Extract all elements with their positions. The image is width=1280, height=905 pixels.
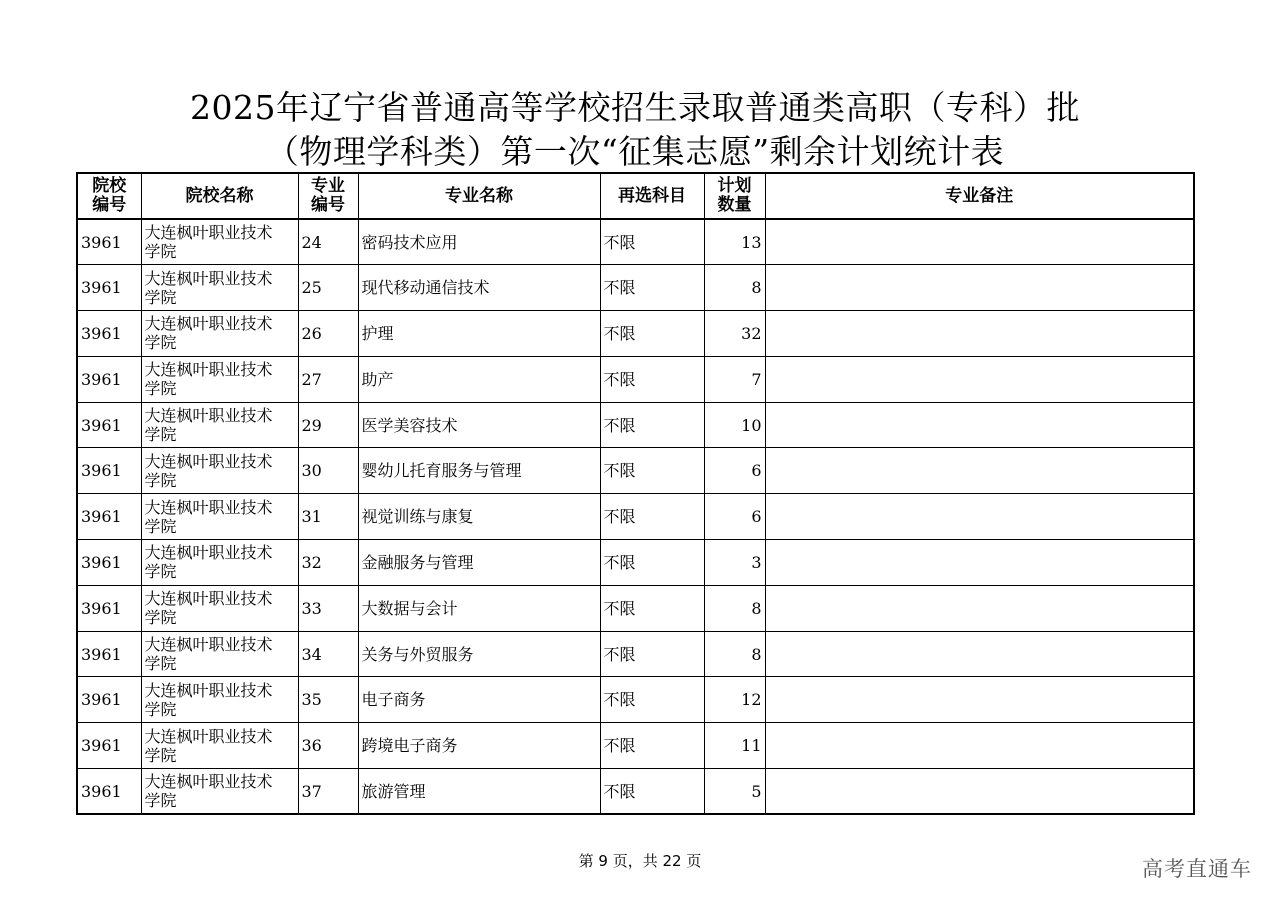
cell-plan: 8 bbox=[704, 585, 765, 631]
cell-school-name: 大连枫叶职业技术 学院 bbox=[141, 219, 298, 265]
cell-major-code: 36 bbox=[298, 723, 358, 769]
header-remark: 专业备注 bbox=[765, 173, 1194, 219]
cell-major-code: 33 bbox=[298, 585, 358, 631]
cell-plan: 10 bbox=[704, 402, 765, 448]
document-title-line-2: （物理学科类）第一次“征集志愿”剩余计划统计表 bbox=[265, 132, 1005, 171]
cell-school-code: 3961 bbox=[77, 265, 141, 311]
cell-remark bbox=[765, 448, 1194, 494]
table-row bbox=[77, 265, 1194, 311]
table-row bbox=[77, 585, 1194, 631]
cell-school-code: 3961 bbox=[77, 311, 141, 357]
cell-subject: 不限 bbox=[600, 311, 704, 357]
cell-major-name: 密码技术应用 bbox=[358, 219, 600, 265]
header-subject: 再选科目 bbox=[600, 173, 704, 219]
header-major-code: 专业 编号 bbox=[298, 173, 358, 219]
cell-major-code: 34 bbox=[298, 631, 358, 677]
header-school-name: 院校名称 bbox=[141, 173, 298, 219]
table-row bbox=[77, 402, 1194, 448]
cell-major-code: 25 bbox=[298, 265, 358, 311]
cell-subject: 不限 bbox=[600, 448, 704, 494]
cell-school-name: 大连枫叶职业技术 学院 bbox=[141, 265, 298, 311]
cell-major-name: 医学美容技术 bbox=[358, 402, 600, 448]
cell-school-name: 大连枫叶职业技术 学院 bbox=[141, 723, 298, 769]
cell-remark bbox=[765, 402, 1194, 448]
cell-major-name: 关务与外贸服务 bbox=[358, 631, 600, 677]
cell-remark bbox=[765, 585, 1194, 631]
cell-plan: 5 bbox=[704, 769, 765, 815]
cell-school-code: 3961 bbox=[77, 448, 141, 494]
page-number: 第 9 页，共 22 页 bbox=[578, 852, 702, 870]
cell-school-name: 大连枫叶职业技术 学院 bbox=[141, 356, 298, 402]
cell-subject: 不限 bbox=[600, 723, 704, 769]
header-major-name: 专业名称 bbox=[358, 173, 600, 219]
table-row bbox=[77, 219, 1194, 265]
cell-school-code: 3961 bbox=[77, 219, 141, 265]
cell-subject: 不限 bbox=[600, 494, 704, 540]
cell-major-name: 电子商务 bbox=[358, 677, 600, 723]
table-row bbox=[77, 448, 1194, 494]
cell-major-name: 助产 bbox=[358, 356, 600, 402]
cell-school-code: 3961 bbox=[77, 402, 141, 448]
cell-subject: 不限 bbox=[600, 769, 704, 815]
cell-plan: 8 bbox=[704, 265, 765, 311]
cell-school-code: 3961 bbox=[77, 769, 141, 815]
cell-plan: 12 bbox=[704, 677, 765, 723]
cell-major-code: 27 bbox=[298, 356, 358, 402]
cell-plan: 6 bbox=[704, 494, 765, 540]
cell-remark bbox=[765, 265, 1194, 311]
cell-subject: 不限 bbox=[600, 631, 704, 677]
cell-subject: 不限 bbox=[600, 356, 704, 402]
cell-school-name: 大连枫叶职业技术 学院 bbox=[141, 540, 298, 586]
cell-subject: 不限 bbox=[600, 677, 704, 723]
cell-remark bbox=[765, 494, 1194, 540]
plan-table bbox=[76, 172, 1195, 815]
cell-remark bbox=[765, 356, 1194, 402]
table-row bbox=[77, 311, 1194, 357]
cell-subject: 不限 bbox=[600, 265, 704, 311]
cell-major-code: 24 bbox=[298, 219, 358, 265]
cell-remark bbox=[765, 769, 1194, 815]
cell-plan: 11 bbox=[704, 723, 765, 769]
cell-school-name: 大连枫叶职业技术 学院 bbox=[141, 631, 298, 677]
cell-major-code: 29 bbox=[298, 402, 358, 448]
cell-remark bbox=[765, 677, 1194, 723]
cell-subject: 不限 bbox=[600, 219, 704, 265]
cell-subject: 不限 bbox=[600, 585, 704, 631]
cell-major-code: 30 bbox=[298, 448, 358, 494]
cell-school-code: 3961 bbox=[77, 540, 141, 586]
cell-school-name: 大连枫叶职业技术 学院 bbox=[141, 311, 298, 357]
table-row bbox=[77, 494, 1194, 540]
cell-remark bbox=[765, 311, 1194, 357]
table-row bbox=[77, 631, 1194, 677]
cell-major-name: 视觉训练与康复 bbox=[358, 494, 600, 540]
cell-remark bbox=[765, 219, 1194, 265]
table-row bbox=[77, 769, 1194, 815]
table-row bbox=[77, 723, 1194, 769]
table-header-row bbox=[77, 173, 1194, 219]
cell-school-name: 大连枫叶职业技术 学院 bbox=[141, 585, 298, 631]
table-row bbox=[77, 677, 1194, 723]
cell-plan: 13 bbox=[704, 219, 765, 265]
cell-school-code: 3961 bbox=[77, 585, 141, 631]
cell-school-name: 大连枫叶职业技术 学院 bbox=[141, 494, 298, 540]
cell-school-name: 大连枫叶职业技术 学院 bbox=[141, 769, 298, 815]
cell-plan: 8 bbox=[704, 631, 765, 677]
cell-major-code: 35 bbox=[298, 677, 358, 723]
cell-plan: 7 bbox=[704, 356, 765, 402]
cell-remark bbox=[765, 631, 1194, 677]
cell-major-name: 旅游管理 bbox=[358, 769, 600, 815]
cell-subject: 不限 bbox=[600, 402, 704, 448]
header-school-code: 院校 编号 bbox=[77, 173, 141, 219]
cell-school-name: 大连枫叶职业技术 学院 bbox=[141, 448, 298, 494]
cell-school-code: 3961 bbox=[77, 723, 141, 769]
table-row bbox=[77, 540, 1194, 586]
cell-subject: 不限 bbox=[600, 540, 704, 586]
cell-major-name: 婴幼儿托育服务与管理 bbox=[358, 448, 600, 494]
cell-major-code: 32 bbox=[298, 540, 358, 586]
watermark: 高考直通车 bbox=[1142, 857, 1252, 881]
cell-plan: 32 bbox=[704, 311, 765, 357]
cell-major-code: 37 bbox=[298, 769, 358, 815]
cell-major-code: 31 bbox=[298, 494, 358, 540]
cell-remark bbox=[765, 723, 1194, 769]
cell-school-code: 3961 bbox=[77, 677, 141, 723]
header-plan: 计划 数量 bbox=[704, 173, 765, 219]
cell-school-name: 大连枫叶职业技术 学院 bbox=[141, 677, 298, 723]
cell-school-code: 3961 bbox=[77, 494, 141, 540]
document-title-line-1: 2025年辽宁省普通高等学校招生录取普通类高职（专科）批 bbox=[190, 88, 1080, 127]
cell-major-code: 26 bbox=[298, 311, 358, 357]
cell-major-name: 大数据与会计 bbox=[358, 585, 600, 631]
cell-plan: 3 bbox=[704, 540, 765, 586]
cell-major-name: 跨境电子商务 bbox=[358, 723, 600, 769]
cell-school-code: 3961 bbox=[77, 631, 141, 677]
cell-school-name: 大连枫叶职业技术 学院 bbox=[141, 402, 298, 448]
cell-major-name: 现代移动通信技术 bbox=[358, 265, 600, 311]
table-row bbox=[77, 356, 1194, 402]
cell-major-name: 金融服务与管理 bbox=[358, 540, 600, 586]
cell-plan: 6 bbox=[704, 448, 765, 494]
cell-major-name: 护理 bbox=[358, 311, 600, 357]
cell-remark bbox=[765, 540, 1194, 586]
cell-school-code: 3961 bbox=[77, 356, 141, 402]
